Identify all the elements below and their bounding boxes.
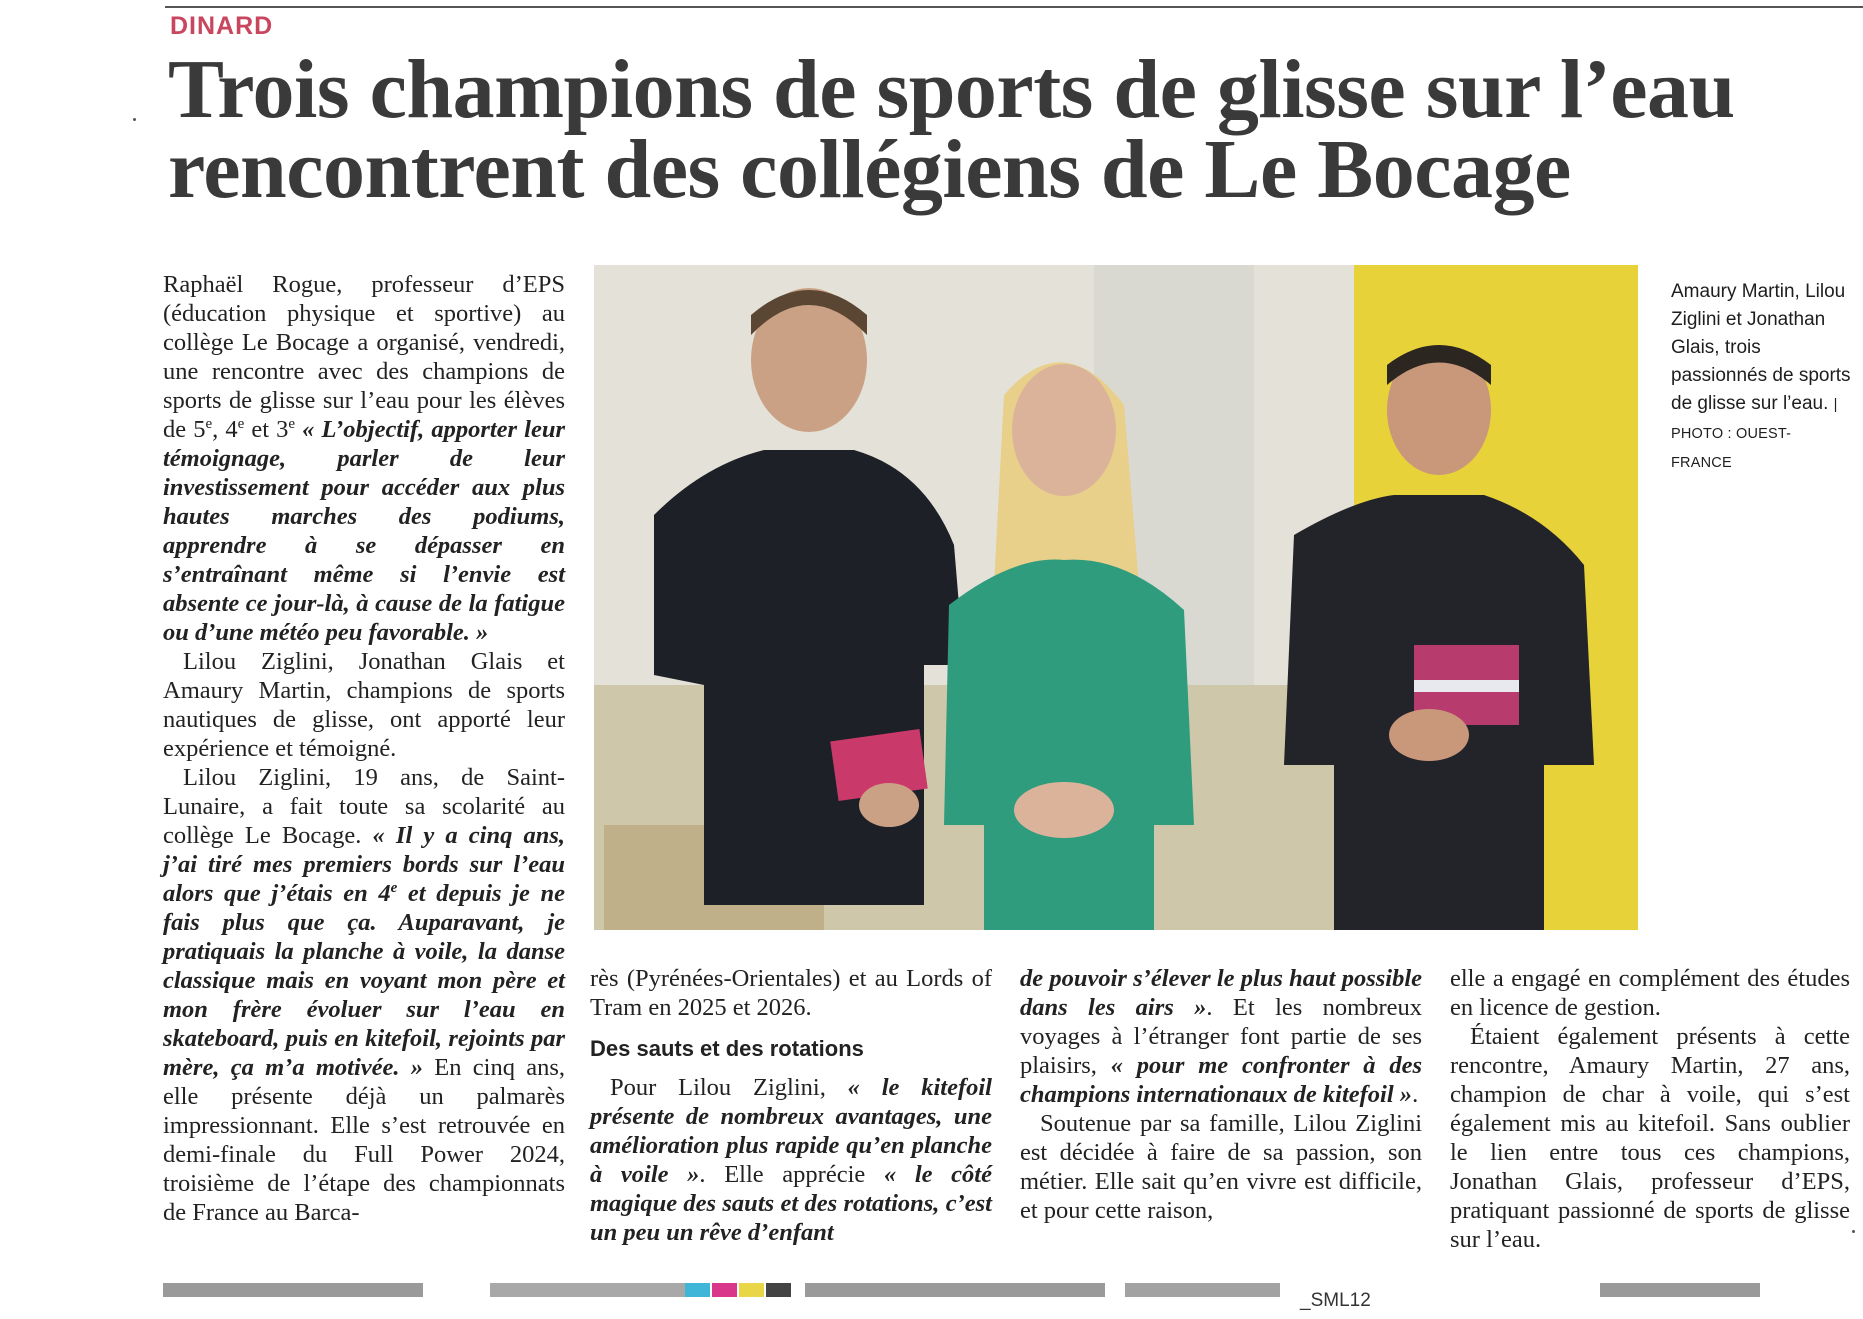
color-swatch-magenta: [712, 1283, 737, 1297]
quote-objective: « L’objectif, apporter leur témoignage, parler de leur investissement pour accéder aux plus hautes marches des podiums, apprendre à se dépasser en s’entraînant même si l’envie est absente ce jour-là, à cause de la fatigue ou d’une météo peu favorable. »: [163, 416, 566, 646]
paragraph-famille: Soutenue par sa famille, Lilou Ziglini est décidée à faire de sa passion, son métier. Elle sait qu’en vivre est difficile, et pour cette raison,: [1020, 1110, 1422, 1224]
article-column-4: [1450, 964, 1850, 1254]
paragraph-gestion: elle a engagé en complément des études en licence de gestion.: [1450, 965, 1850, 1021]
paragraph-intro: Raphaël Rogue, professeur d’EPS (éducation physique et sportive) au collège Le Bocage a organisé, vendredi, une rencontre avec des champions de sports de glisse sur l’eau pour les élèves de 5e, 4e et 3e « L’objectif, apporter leur témoignage, parler de leur investissement pour accéder aux plus hautes marches des podiums, apprendre à se dépasser en s’entraînant même si l’envie est absente ce jour-là, à cause de la fatigue ou d’une météo peu favorable. »: [163, 271, 566, 646]
photo-credit: | PHOTO : OUEST-FRANCE: [1671, 397, 1838, 471]
footer-bar-4: [1125, 1283, 1280, 1297]
top-rule: [165, 6, 1863, 8]
headline: [168, 43, 1848, 216]
quote-sauts: « le côté magique des sauts et des rotations, c’est un peu un rêve d’enfant: [590, 1161, 992, 1246]
quote-airs: de pouvoir s’élever le plus haut possible dans les airs »: [1020, 965, 1422, 1021]
paragraph-palmares-end: rès (Pyrénées-Orientales) et au Lords of Tram en 2025 et 2026.: [590, 965, 992, 1021]
section-label: DINARD: [170, 12, 274, 40]
footer-bar-1: [163, 1283, 423, 1297]
headline-line-1: Trois champions de sports de glisse sur l’eau: [168, 43, 1735, 136]
article-column-3: [1020, 964, 1422, 1225]
article-column-1: [163, 270, 565, 1227]
subheading: Des sauts et des rotations: [590, 1036, 864, 1061]
article-photo: [594, 265, 1638, 930]
scan-speck: [133, 118, 136, 121]
footer-bar-5: [1600, 1283, 1760, 1297]
quote-confronter: « pour me confronter à des champions internationaux de kitefoil »: [1020, 1052, 1422, 1108]
photo-caption: Amaury Martin, Lilou Ziglini et Jonathan Glais, trois passionnés de sports de glisse sur l’eau. | PHOTO : OUEST-FRANCE: [1671, 281, 1851, 471]
paragraph-kitefoil: Pour Lilou Ziglini, « le kitefoil présente de nombreux avantages, une amélioration plus rapide qu’en planche à voile ». Elle apprécie « le côté magique des sauts et des rotations, c’est un peu un rêve d’enfant: [590, 1074, 992, 1246]
article-column-2: [590, 964, 992, 1247]
page-code: _SML12: [1300, 1290, 1371, 1311]
footer-bar-3: [805, 1283, 1105, 1297]
paragraph-presents: Étaient également présents à cette rencontre, Amaury Martin, 27 ans, champion de char à voile, qui s’est également mis au kitefoil. Sans oublier le lien entre tous ces champions, Jonathan Glais, professeur d’EPS, pratiquant passionné de sports de glisse sur l’eau.: [1450, 1023, 1850, 1253]
footer-bar-2: [490, 1283, 685, 1297]
photo-illustration: [594, 265, 1638, 930]
color-swatch-black: [766, 1283, 791, 1297]
paragraph-champions: Lilou Ziglini, Jonathan Glais et Amaury Martin, champions de sports nautiques de glisse, ont apporté leur expérience et témoigné.: [163, 648, 565, 762]
quote-kitefoil: « le kitefoil présente de nombreux avantages, une amélioration plus rapide qu’en planche à voile »: [590, 1074, 992, 1188]
headline-line-2: rencontrent des collégiens de Le Bocage: [168, 123, 1571, 216]
paragraph-voyages: de pouvoir s’élever le plus haut possible dans les airs ». Et les nombreux voyages à l’étranger font partie de ses plaisirs, « pour me confronter à des champions internationaux de kitefoil ».: [1020, 965, 1422, 1108]
paragraph-lilou: Lilou Ziglini, 19 ans, de Saint-Lunaire, a fait toute sa scolarité au collège Le Bocage. « Il y a cinq ans, j’ai tiré mes premiers bords sur l’eau alors que j’étais en 4e et depuis je ne fais plus que ça. Auparavant, je pratiquais la planche à voile, la danse classique mais en voyant mon père et mon frère évoluer sur l’eau en skateboard, puis en kitefoil, rejoints par mère, ça m’a motivée. » En cinq ans, elle présente déjà un palmarès impressionnant. Elle s’est retrouvée en demi-finale du Full Power 2024, troisième de l’étape des championnats de France au Barca-: [163, 764, 565, 1226]
quote-lilou-a: « Il y a cinq ans, j’ai tiré mes premiers bords sur l’eau alors que j’étais en 4: [163, 822, 565, 907]
color-swatch-cyan: [685, 1283, 710, 1297]
scan-speck: [1852, 1230, 1855, 1233]
color-swatch-yellow: [739, 1283, 764, 1297]
quote-lilou-b: et depuis je ne fais plus que ça. Auparavant, je pratiquais la planche à voile, la danse classique mais en voyant mon père et mon frère évoluer sur l’eau en skateboard, puis en kitefoil, rejoints par mère, ça m’a motivée. »: [163, 880, 565, 1081]
